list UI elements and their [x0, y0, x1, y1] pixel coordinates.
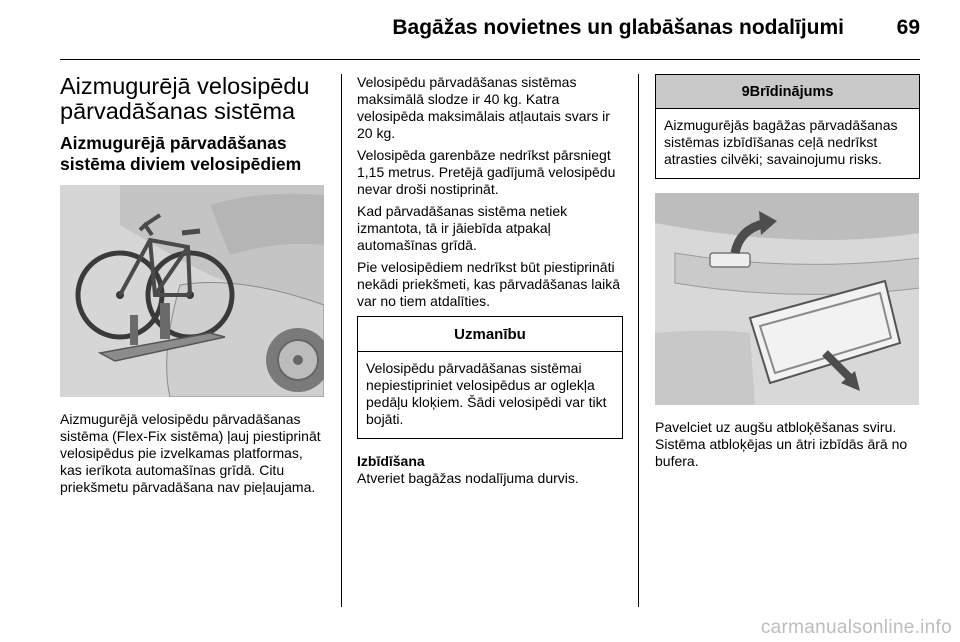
bike-carrier-illustration — [60, 185, 324, 397]
header-rule — [60, 59, 920, 60]
column-divider — [341, 74, 342, 607]
release-lever-illustration — [655, 193, 919, 405]
figure-caption: Pavelciet uz augšu atbloķēšanas sviru. Sistēma atbloķējas un ātri izbīdās ārā no bufera. — [655, 419, 908, 469]
caution-title: Uzmanību — [358, 317, 622, 352]
warning-title: Brīdinājums — [749, 84, 834, 100]
column-middle — [357, 74, 623, 492]
warning-header — [656, 75, 919, 109]
warning-symbol: 9 — [741, 84, 750, 100]
subheading-label: Izbīdīšana — [357, 453, 425, 469]
section-heading: Aizmugurējā velosipēdu pārvadāšanas sistēma — [60, 73, 310, 124]
figure-caption: Aizmugurējā velosipēdu pārvadāšanas sistēma (Flex-Fix sistēma) ļauj piestiprināt velosipēdus pie izvelkamas platformas, kas ierīkota automašīnas grīdā. Citu priekšmetu pārvadāšana nav pieļaujama. — [60, 411, 321, 495]
paragraph: Velosipēdu pārvadāšanas sistēmas maksimālā slodze ir 40 kg. Katra velosipēda maksimālais atļautais svars ir 20 kg. — [357, 74, 610, 141]
caution-text: Velosipēdu pārvadāšanas sistēmai nepiestipriniet velosipēdus ar oglekļa pedāļu kloķiem. Šādi velosipēdi var tikt bojāti. — [366, 360, 607, 427]
page-header — [60, 0, 920, 56]
header-title: Bagāžas novietnes un glabāšanas nodalījumi — [392, 16, 844, 39]
warning-text: Aizmugurējās bagāžas pārvadāšanas sistēmas izbīdīšanas ceļā nedrīkst atrasties cilvēki; savainojumu risks. — [664, 117, 898, 167]
paragraph: Kad pārvadāšanas sistēma netiek izmantota, tā ir jāiebīda atpakaļ automašīnas grīdā. — [357, 203, 568, 253]
page-number: 69 — [896, 16, 920, 39]
warning-box — [655, 74, 920, 179]
column-left — [60, 74, 324, 501]
paragraph: Pie velosipēdiem nedrīkst būt piestiprināti nekādi priekšmeti, kas pārvadāšanas laikā var no tiem atdalīties. — [357, 259, 621, 309]
caution-box — [357, 316, 623, 439]
section-subheading: Aizmugurējā pārvadāšanas sistēma diviem velosipēdiem — [60, 133, 302, 174]
column-right — [655, 74, 920, 475]
watermark-text: carmanualsonline.info — [760, 617, 952, 638]
subheading-extend — [357, 453, 623, 470]
paragraph: Atveriet bagāžas nodalījuma durvis. — [357, 470, 579, 486]
paragraph: Velosipēda garenbāze nedrīkst pārsniegt 1,15 metrus. Pretējā gadījumā velosipēdu nevar droši nostiprināt. — [357, 147, 616, 197]
column-divider — [638, 74, 639, 607]
